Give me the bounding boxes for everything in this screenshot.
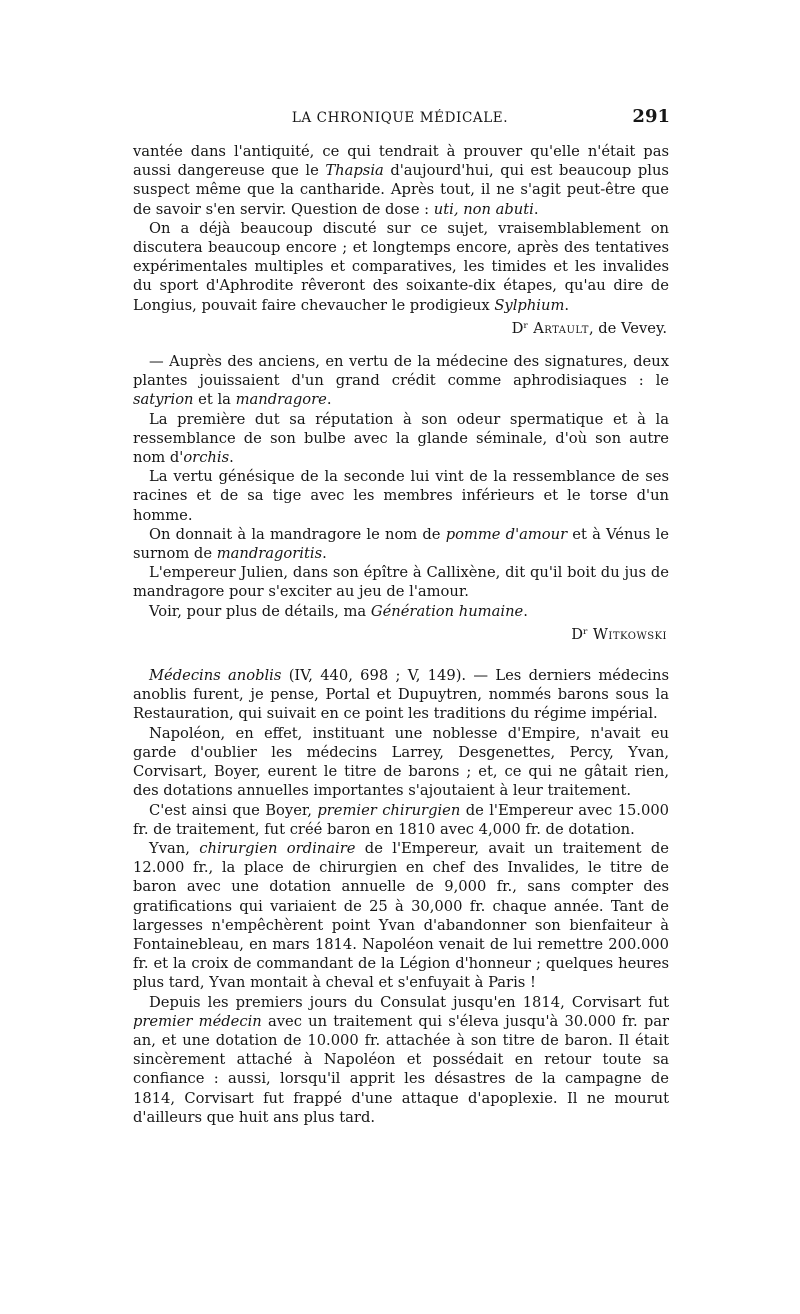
article1-paragraph-2: On a déjà beaucoup discuté sur ce sujet, vraisemblablement on discutera beaucoup encore ; et longtemps encore, après des tentatives expérimentales multiples et comparatives, les timides et les invalides du sport d'Aphrodite rêveront des soixante-dix étapes, qu'au dire de Longius, pouvait faire chevaucher le prodigieux Sylphium. xyxy=(133,219,669,314)
section-gap xyxy=(133,338,669,352)
running-title: LA CHRONIQUE MÉDICALE. xyxy=(291,110,509,126)
article1-paragraph-1: vantée dans l'antiquité, ce qui tendrait à prouver qu'elle n'était pas aussi dangereuse que le Thapsia d'aujourd'hui, qui est beaucoup plus suspect même que la cantharide. Après tout, il ne s'agit peut-être que de savoir s'en servir. Question de dose : uti, non abuti. xyxy=(133,143,669,218)
article2-paragraph-4: On donnait à la mandragore le nom de pomme d'amour et à Vénus le surnom de mandragoritis. xyxy=(133,525,669,563)
page-header xyxy=(130,106,670,132)
section-gap xyxy=(133,644,669,666)
article3-paragraph-2: Napoléon, en effet, instituant une noblesse d'Empire, n'avait eu garde d'oublier les médecins Larrey, Desgenettes, Percy, Yvan, Corvisart, Boyer, eurent le titre de barons ; et, ce qui ne gâtait rien, des dotations annuelles importantes s'ajoutaient à leur traitement. xyxy=(133,724,669,800)
page-body xyxy=(133,142,669,1127)
page-number: 291 xyxy=(632,106,670,127)
article3-paragraph-4: Yvan, chirurgien ordinaire de l'Empereur, avait un traitement de 12.000 fr., la place de chirurgien en chef des Invalides, le titre de baron avec une dotation annuelle de 9,000 fr., sans compter des gratifications qui variaient de 25 à 30,000 fr. chaque année. Tant de largesses n'empêchèrent point Yvan d'abandonner son bienfaiteur à Fontainebleau, en mars 1814. Napoléon venait de lui remettre 200.000 fr. et la croix de commandant de la Légion d'honneur ; quelques heures plus tard, Yvan montait à cheval et s'enfuyait à Paris ! xyxy=(133,839,669,992)
article3-paragraph-1: Médecins anoblis (IV, 440, 698 ; V, 149). — Les derniers médecins anoblis furent, je pense, Portal et Dupuytren, nommés barons sous la Restauration, qui suivait en ce point les traditions du régime impérial. xyxy=(133,667,670,723)
article2-paragraph-6: Voir, pour plus de détails, ma Génération humaine. xyxy=(149,602,528,620)
article2-signature: Dʳ Witkowski xyxy=(571,625,667,643)
article3-paragraph-5: Depuis les premiers jours du Consulat jusqu'en 1814, Corvisart fut premier médecin avec un traitement qui s'éleva jusqu'à 30.000 fr. par an, et une dotation de 10.000 fr. attachée à son titre de baron. Il était sincèrement attaché à Napoléon et possédait en retour toute sa confiance : aussi, lorsqu'il apprit les désastres de la campagne de 1814, Corvisart fut frappé d'une attaque d'apoplexie. Il ne mourut d'ailleurs que huit ans plus tard. xyxy=(133,993,670,1126)
article2-paragraph-1: — Auprès des anciens, en vertu de la médecine des signatures, deux plantes jouissaient d'un grand crédit comme aphrodisiaques : le satyrion et la mandragore. xyxy=(133,353,669,409)
article2-paragraph-3: La vertu génésique de la seconde lui vint de la ressemblance de ses racines et de sa tige avec les membres inférieurs et le torse d'un homme. xyxy=(133,468,669,524)
article2-paragraph-5: L'empereur Julien, dans son épître à Callixène, dit qu'il boit du jus de mandragore pour s'exciter au jeu de l'amour. xyxy=(133,564,669,601)
article3-paragraph-3: C'est ainsi que Boyer, premier chirurgien de l'Empereur avec 15.000 fr. de traitement, fut créé baron en 1810 avec 4,000 fr. de dotation. xyxy=(133,801,670,838)
article1-signature: Dʳ Artault, de Vevey. xyxy=(511,319,667,337)
article2-paragraph-2: La première dut sa réputation à son odeur spermatique et à la ressemblance de son bulbe avec la glande séminale, d'où son autre nom d'orchis. xyxy=(133,410,669,467)
